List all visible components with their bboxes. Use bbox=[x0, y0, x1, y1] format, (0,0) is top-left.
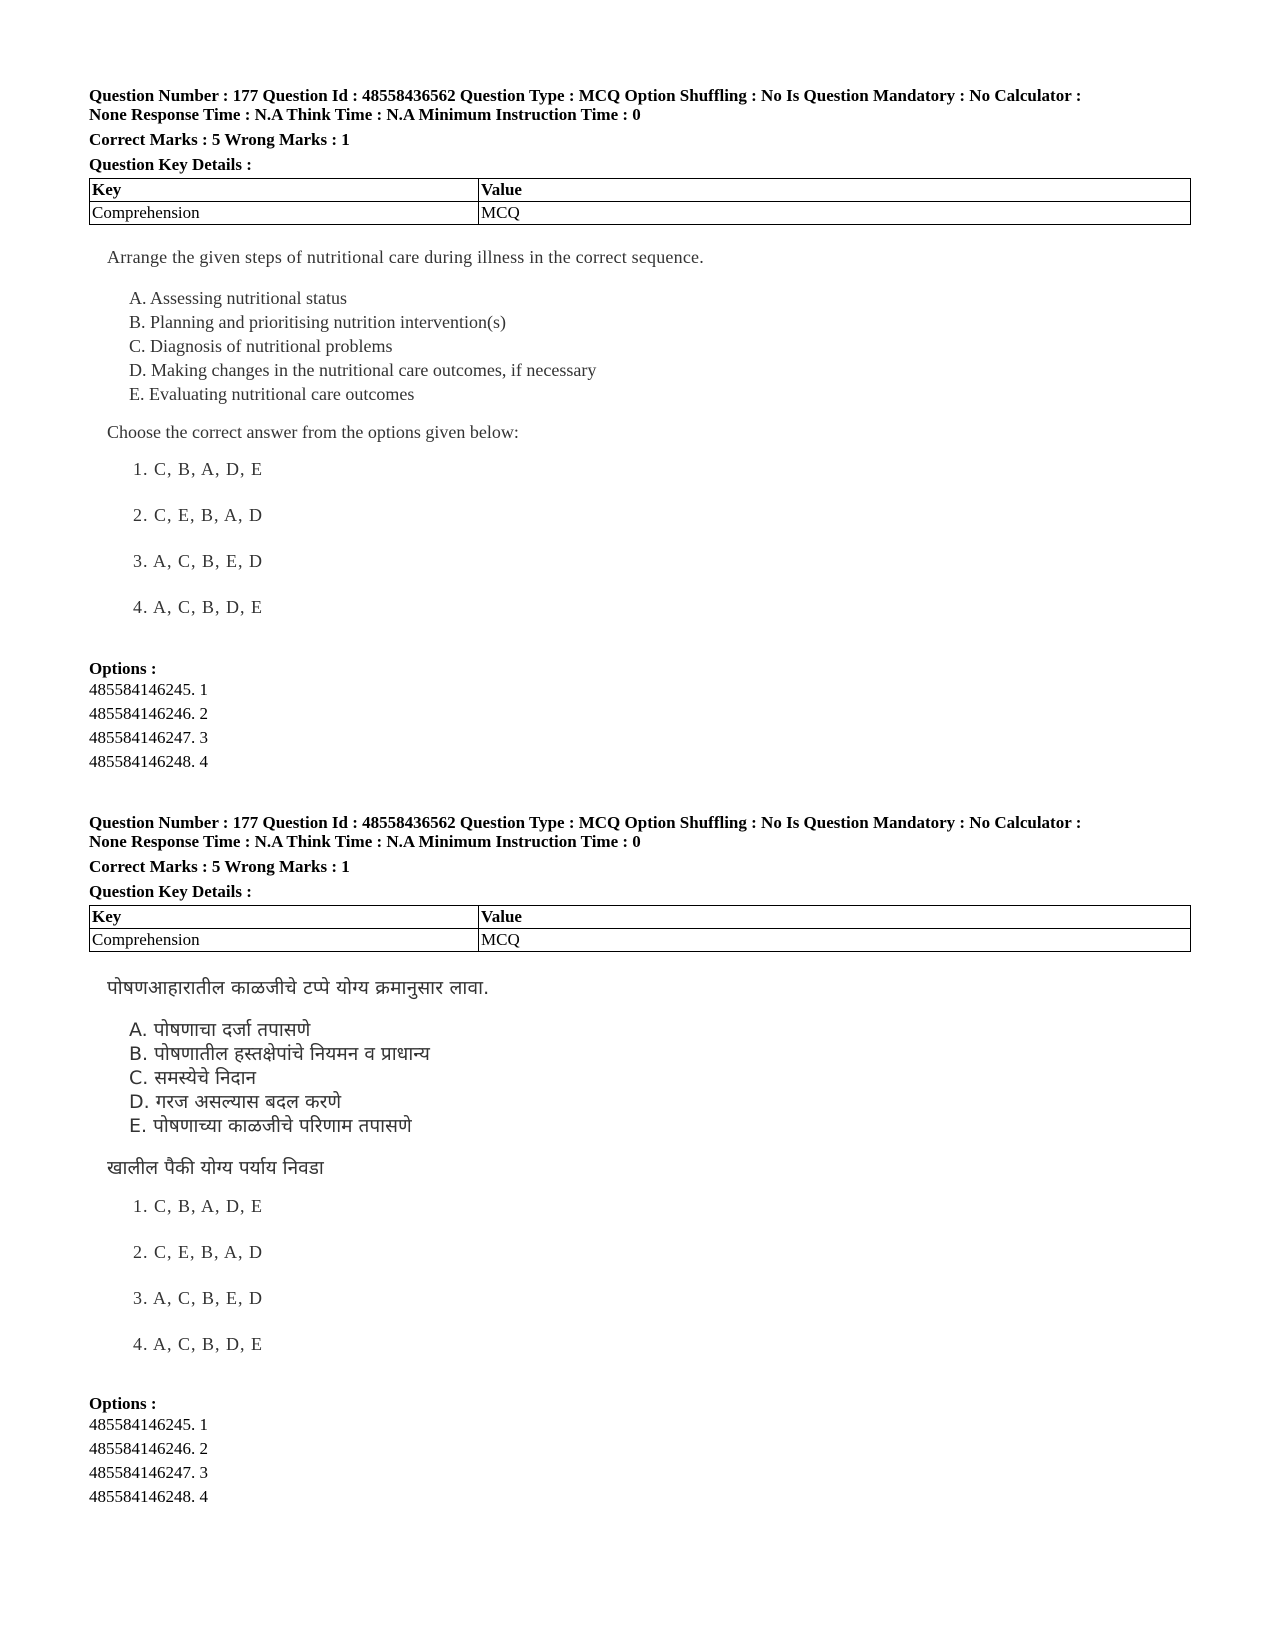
list-item: D. गरज असल्यास बदल करणे bbox=[129, 1091, 342, 1113]
sequence-items bbox=[129, 286, 1189, 406]
list-item: A. पोषणाचा दर्जा तपासणे bbox=[129, 1019, 311, 1041]
answer-choice: 3. A, C, B, E, D bbox=[133, 551, 264, 571]
marks-line: Correct Marks : 5 Wrong Marks : 1 bbox=[89, 857, 350, 876]
question-meta-line-1: Question Number : 177 Question Id : 48558436562 Question Type : MCQ Option Shuffling : No Is Question Mandatory : No Calculator : bbox=[89, 813, 1082, 832]
question-block-1 bbox=[89, 86, 1189, 641]
question-stem: Arrange the given steps of nutritional care during illness in the correct sequence. bbox=[107, 247, 704, 267]
table-cell-key: Comprehension bbox=[90, 929, 479, 952]
table-header-key: Key bbox=[90, 906, 479, 929]
list-item: B. पोषणातील हस्तक्षेपांचे नियमन व प्राधान्य bbox=[129, 1043, 430, 1065]
answer-choice: 4. A, C, B, D, E bbox=[133, 1334, 264, 1354]
table-cell-value: MCQ bbox=[479, 202, 1191, 225]
list-item: E. Evaluating nutritional care outcomes bbox=[129, 384, 415, 404]
answer-choice: 1. C, B, A, D, E bbox=[133, 1196, 264, 1216]
table-header-value: Value bbox=[479, 906, 1191, 929]
option-item: 485584146245. 1 bbox=[89, 680, 208, 699]
key-details-title: Question Key Details : bbox=[89, 882, 252, 901]
table-header-row bbox=[90, 179, 1191, 202]
list-item: D. Making changes in the nutritional care outcomes, if necessary bbox=[129, 360, 597, 380]
table-header-value: Value bbox=[479, 179, 1191, 202]
option-item: 485584146247. 3 bbox=[89, 1463, 208, 1482]
answer-choice: 3. A, C, B, E, D bbox=[133, 1288, 264, 1308]
question-content-marathi bbox=[107, 974, 1189, 1356]
options-title: Options : bbox=[89, 659, 157, 678]
answer-choices bbox=[133, 1194, 1189, 1356]
question-block-2 bbox=[89, 813, 1189, 1378]
key-details-table bbox=[89, 178, 1191, 225]
options-section-1 bbox=[89, 655, 1189, 774]
answer-choice: 2. C, E, B, A, D bbox=[133, 1242, 264, 1262]
options-title: Options : bbox=[89, 1394, 157, 1413]
sequence-items bbox=[129, 1018, 1189, 1138]
answer-choices bbox=[133, 457, 1189, 619]
answer-choice: 1. C, B, A, D, E bbox=[133, 459, 264, 479]
table-header-row bbox=[90, 906, 1191, 929]
table-row bbox=[90, 202, 1191, 225]
table-header-key: Key bbox=[90, 179, 479, 202]
question-meta-line-2: None Response Time : N.A Think Time : N.A Minimum Instruction Time : 0 bbox=[89, 832, 641, 851]
choose-instruction: खालील पैकी योग्य पर्याय निवडा bbox=[107, 1157, 324, 1179]
list-item: C. Diagnosis of nutritional problems bbox=[129, 336, 393, 356]
option-item: 485584146246. 2 bbox=[89, 704, 208, 723]
list-item: E. पोषणाच्या काळजीचे परिणाम तपासणे bbox=[129, 1115, 412, 1137]
list-item: C. समस्येचे निदान bbox=[129, 1067, 257, 1089]
option-item: 485584146246. 2 bbox=[89, 1439, 208, 1458]
table-cell-key: Comprehension bbox=[90, 202, 479, 225]
answer-choice: 2. C, E, B, A, D bbox=[133, 505, 264, 525]
question-content-english bbox=[107, 247, 1189, 619]
option-item: 485584146247. 3 bbox=[89, 728, 208, 747]
option-item: 485584146248. 4 bbox=[89, 752, 208, 771]
answer-choice: 4. A, C, B, D, E bbox=[133, 597, 264, 617]
key-details-title: Question Key Details : bbox=[89, 155, 252, 174]
list-item: A. Assessing nutritional status bbox=[129, 288, 348, 308]
marks-line: Correct Marks : 5 Wrong Marks : 1 bbox=[89, 130, 350, 149]
key-details-table bbox=[89, 905, 1191, 952]
option-item: 485584146245. 1 bbox=[89, 1415, 208, 1434]
choose-instruction: Choose the correct answer from the options given below: bbox=[107, 422, 519, 442]
question-stem: पोषणआहारातील काळजीचे टप्पे योग्य क्रमानुसार लावा. bbox=[107, 977, 490, 999]
option-item: 485584146248. 4 bbox=[89, 1487, 208, 1506]
question-meta-line-1: Question Number : 177 Question Id : 48558436562 Question Type : MCQ Option Shuffling : No Is Question Mandatory : No Calculator : bbox=[89, 86, 1082, 105]
list-item: B. Planning and prioritising nutrition intervention(s) bbox=[129, 312, 506, 332]
question-meta-line-2: None Response Time : N.A Think Time : N.A Minimum Instruction Time : 0 bbox=[89, 105, 641, 124]
table-row bbox=[90, 929, 1191, 952]
options-section-2 bbox=[89, 1390, 1189, 1509]
table-cell-value: MCQ bbox=[479, 929, 1191, 952]
